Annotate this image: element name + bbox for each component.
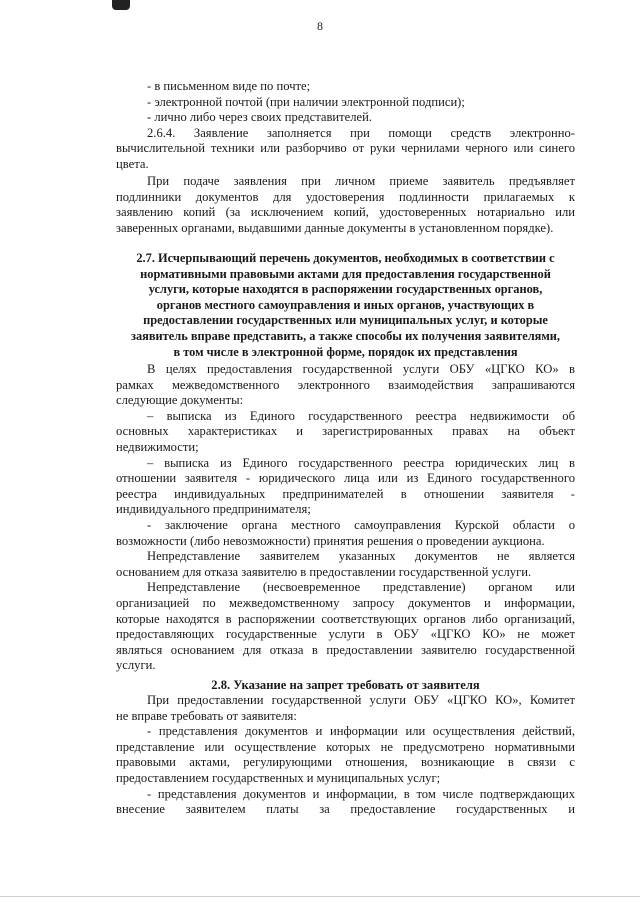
list-item: основных характеристиках и зарегистрированных правах на объект — [116, 424, 575, 439]
late-submission-line: которые находятся в распоряжении соответствующих органов либо организаций, — [116, 611, 575, 626]
paragraph-2-6-4: 2.6.4. Заявление заполняется при помощи средств электронно- — [147, 125, 575, 140]
delivery-option: - в письменном виде по почте; — [147, 79, 311, 93]
page-number: 8 — [317, 19, 323, 33]
delivery-option: - лично либо через своих представителей. — [147, 110, 373, 125]
list-item: – выписка из Единого государственного реестра юридических лиц в — [147, 455, 575, 470]
section-2-7-body — [116, 362, 575, 674]
heading-2-8: 2.8. Указание на запрет требовать от заявителя — [211, 678, 480, 692]
list-item: внесение заявителем платы за предоставление государственных и — [116, 802, 575, 817]
nonsubmission-line: Непредставление заявителем указанных документов не является — [147, 549, 575, 564]
intro-line: рамках межведомственного электронного взаимодействия запрашиваются — [116, 377, 575, 392]
delivery-option: - электронной почтой (при наличии электронной подписи); — [147, 94, 465, 109]
nonsubmission-line: основанием для отказа заявителю в предоставлении государственной услуги. — [116, 564, 532, 579]
late-submission-line: Непредставление (несвоевременное представление) органом или — [147, 580, 575, 595]
list-item: - заключение органа местного самоуправления Курской области о — [147, 517, 575, 532]
list-item: представление или осуществление которых не предусмотрено нормативными — [116, 739, 575, 754]
late-submission-line: являться основанием для отказа в предоставлении заявителю государственной — [116, 642, 575, 657]
section-2-8-body — [116, 693, 575, 818]
list-item: - представления документов и информации, в том числе подтверждающих — [147, 786, 575, 801]
list-item: правовыми актами, регулирующими отношения, возникающие в связи с — [116, 755, 575, 770]
paragraph-2-6-4: цвета. — [116, 156, 149, 171]
paragraph-2-6-4: вычислительной техники или разборчиво от руки чернилами черного или синего — [116, 141, 575, 156]
scan-edge — [0, 896, 640, 897]
list-item: возможности (либо невозможности) принятия решения о проведении аукциона. — [116, 533, 545, 548]
list-item: индивидуального предпринимателя; — [116, 502, 311, 517]
list-item: - представления документов и информации или осуществления действий, — [147, 724, 575, 739]
late-submission-line: услуги. — [116, 658, 156, 673]
list-item: – выписка из Единого государственного реестра недвижимости об — [147, 408, 575, 423]
late-submission-line: предоставляющих государственные услуги в ОБУ «ЦГКО КО» не может — [116, 627, 575, 642]
paragraph-personal-submission: При подаче заявления при личном приеме заявитель предъявляет подлинники документов для удостоверения подлинности прилагаемых к заявлению копий (за исключением копий, удостоверенных нотариально или заверенных органами, выдавшими данные документы в установленном порядке). — [116, 174, 575, 235]
scan-mark — [112, 0, 130, 10]
heading-2-7: 2.7. Исчерпывающий перечень документов, необходимых в соответствии с нормативными правовыми актами для предоставления государственной услуги, которые находятся в распоряжении государственных органов, органов местного самоуправления и иных органов, участвующих в предоставлении государственных или муниципальных услуг, и которые заявитель вправе представить, а также способы их получения заявителями, в том числе в электронной форме, порядок их представления — [130, 251, 561, 359]
intro-line: При предоставлении государственной услуги ОБУ «ЦГКО КО», Комитет — [147, 693, 575, 707]
intro-line: следующие документы: — [116, 393, 244, 408]
list-item: недвижимости; — [116, 439, 199, 454]
list-item: реестра индивидуальных предпринимателей в отношении заявителя - — [116, 486, 575, 501]
list-item: предоставлением государственных и муниципальных услуг; — [116, 770, 441, 785]
intro-line: В целях предоставления государственной услуги ОБУ «ЦГКО КО» в — [147, 362, 575, 376]
list-item: отношении заявителя - юридического лица или из Единого государственного — [116, 471, 575, 486]
late-submission-line: организацией по межведомственному запросу документов и информации, — [116, 595, 575, 610]
section-top — [116, 79, 575, 173]
intro-line: не вправе требовать от заявителя: — [116, 708, 297, 723]
